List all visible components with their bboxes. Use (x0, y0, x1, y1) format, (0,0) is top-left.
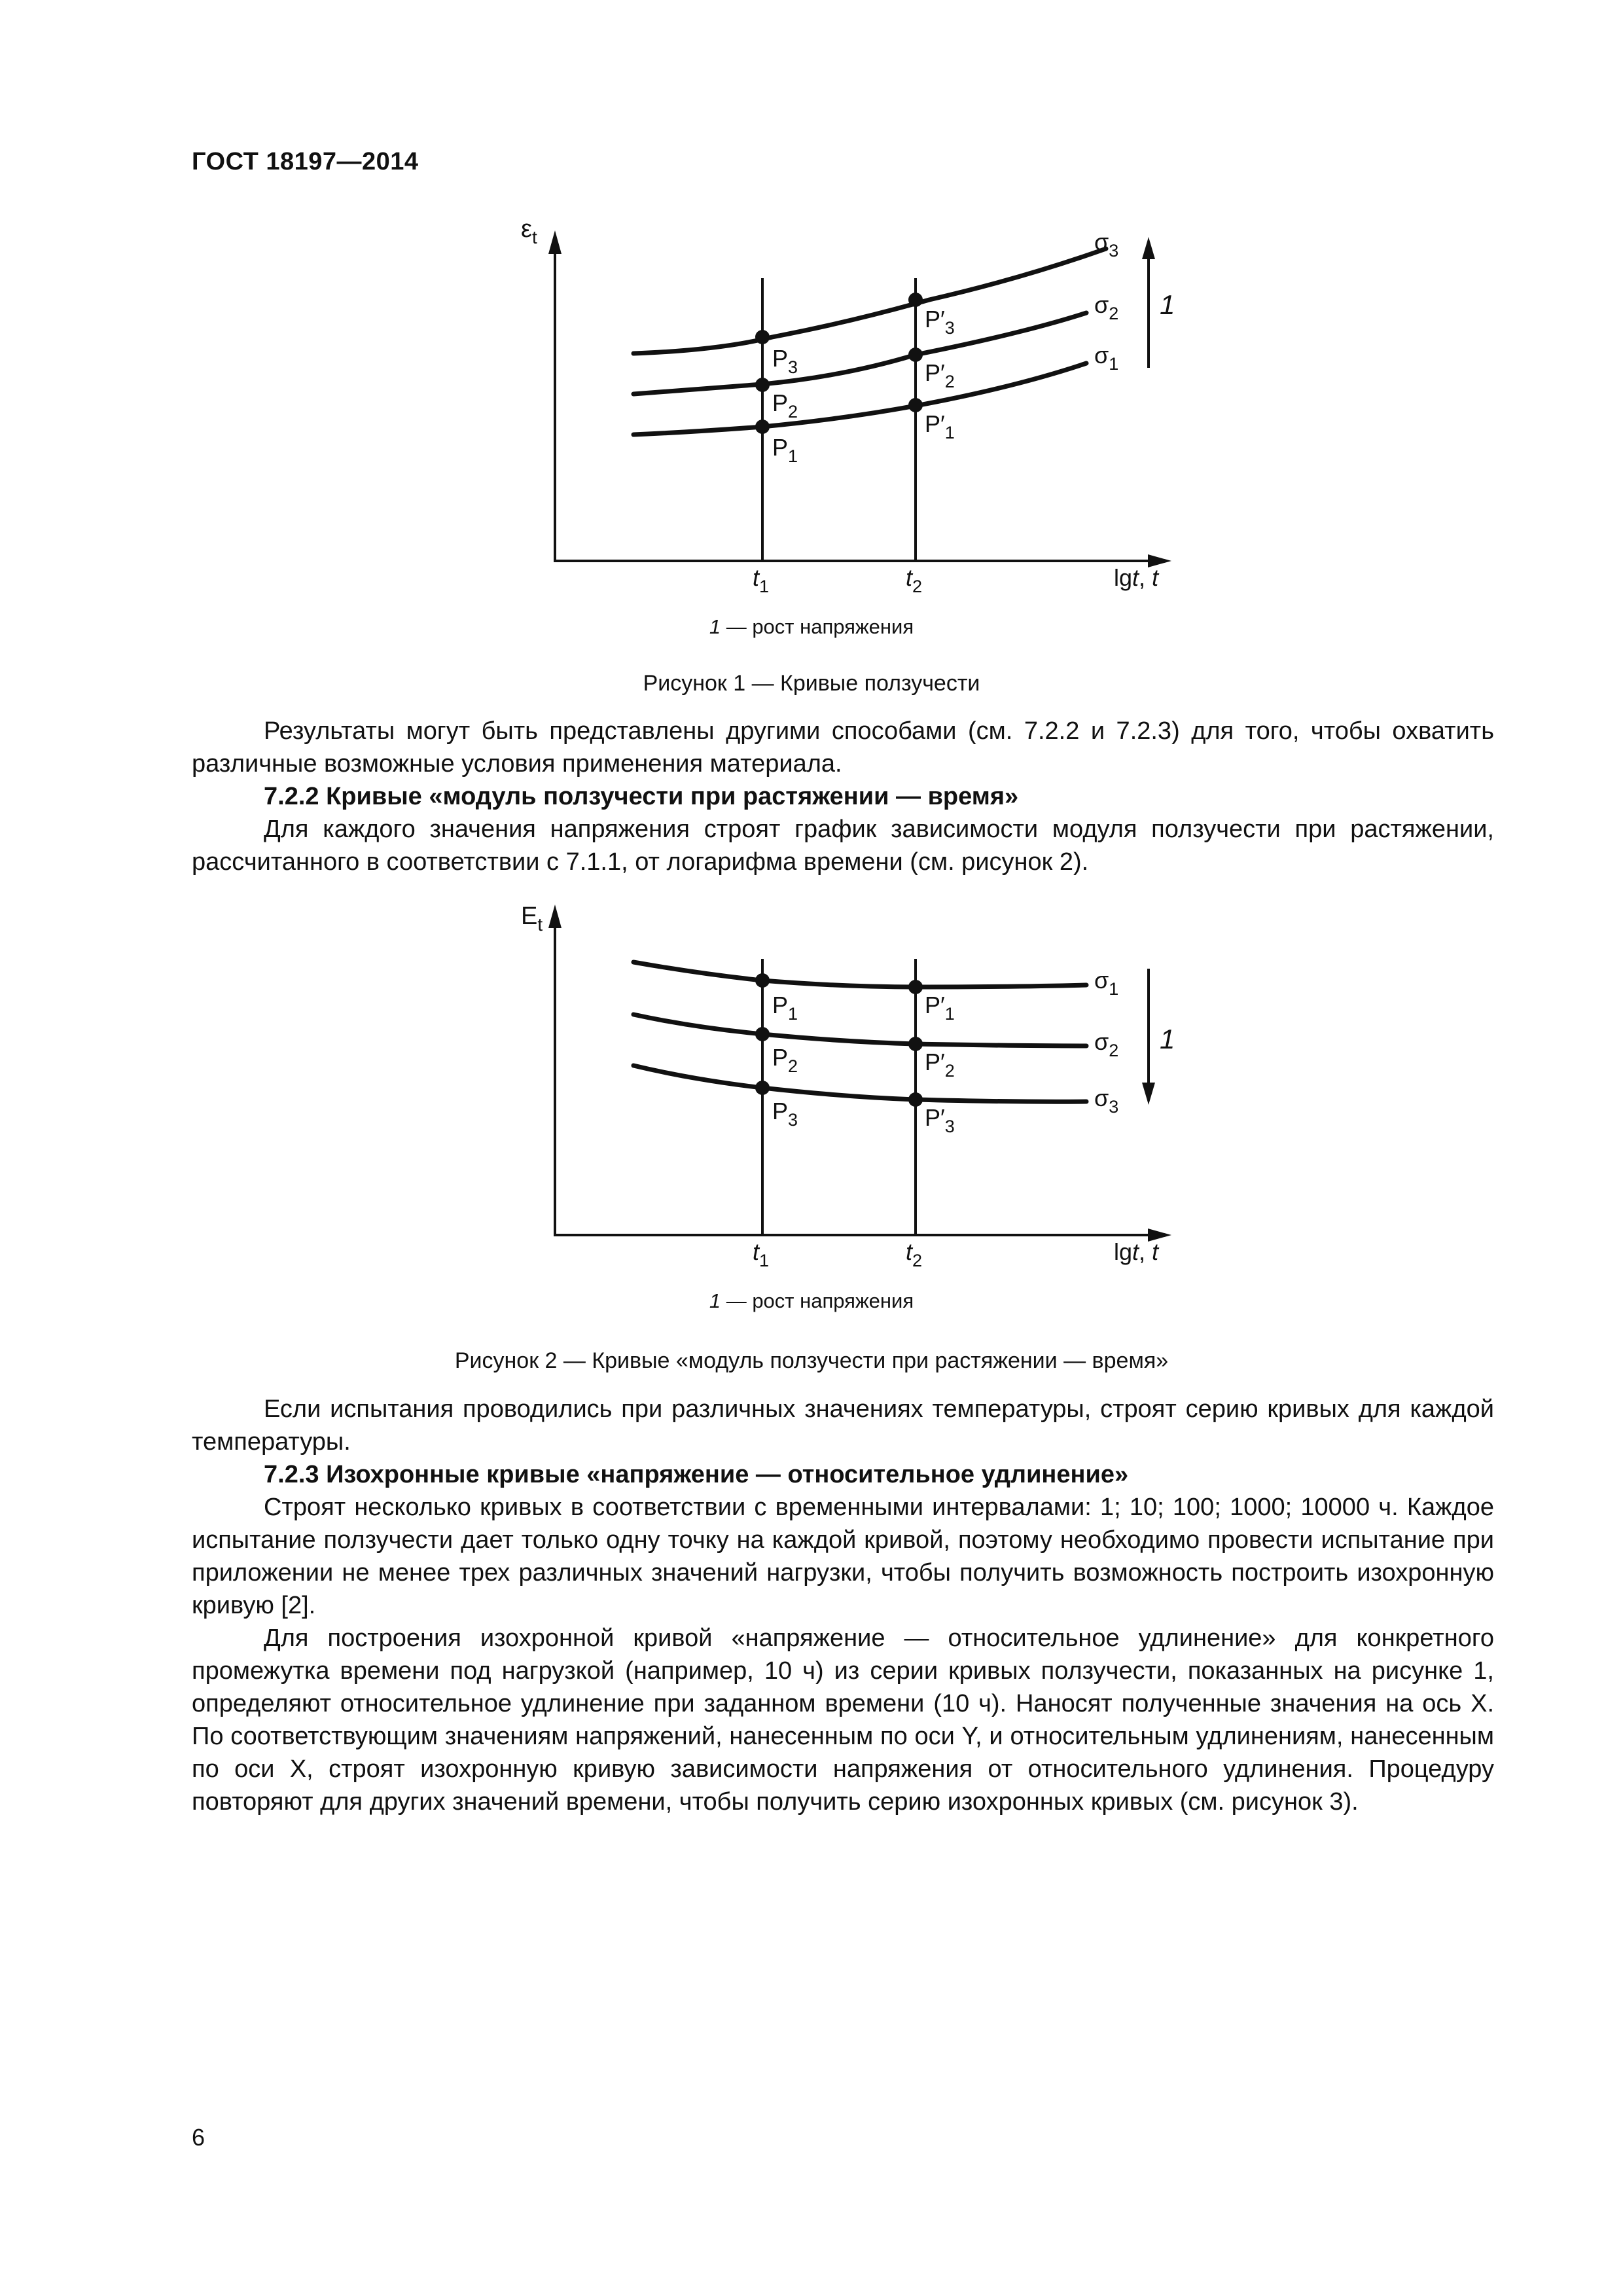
label-sigma2: $\sigma_2$ (1094, 1028, 1119, 1060)
y-axis-arrow (548, 230, 562, 254)
point-p2-prime (908, 348, 923, 362)
figure-1-legend: 1 — рост напряжения (709, 615, 914, 638)
label-sigma1: $\sigma_1$ (1094, 342, 1119, 374)
point-p3 (755, 330, 770, 344)
figure-2-caption: Рисунок 2 — Кривые «модуль ползучести при растяжении — время» (454, 1348, 1169, 1373)
point-p1-prime (908, 980, 923, 994)
paragraph-7-2-2: Для каждого значения напряжения строят график зависимости модуля ползучести при растяжении, рассчитанного в соответствии с 7.1.1, от логарифма времени (см. рисунок 2). (192, 816, 1494, 876)
label-p1-prime: $P'_1$ (925, 992, 955, 1024)
label-p3: $P_3$ (772, 345, 798, 377)
label-p3: $P_3$ (772, 1098, 798, 1130)
curve-sigma1 (633, 363, 1086, 435)
heading-7-2-2: 7.2.2 Кривые «модуль ползучести при растяжении — время» (264, 783, 1019, 810)
y-axis-label: $E_t$ (521, 903, 543, 935)
figure-2-modulus-curves (0, 897, 1623, 1289)
label-p1-prime: $P'_1$ (925, 410, 955, 442)
point-p2-prime (908, 1037, 923, 1051)
stress-arrow-head (1142, 1083, 1155, 1105)
label-p3-prime: $P'_3$ (925, 306, 955, 338)
label-p1: $P_1$ (772, 992, 798, 1024)
tick-t2: $t_2$ (906, 564, 923, 596)
point-p3-prime (908, 293, 923, 307)
point-p2 (755, 378, 770, 392)
stress-arrow-label: 1 (1160, 289, 1175, 320)
point-p3 (755, 1081, 770, 1095)
point-p3-prime (908, 1092, 923, 1107)
label-sigma1: $\sigma_1$ (1094, 967, 1119, 999)
point-p1-prime (908, 398, 923, 412)
page-number: 6 (192, 2124, 205, 2151)
tick-t2: $t_2$ (906, 1238, 923, 1270)
label-p2: $P_2$ (772, 389, 798, 422)
x-axis-label: lgt, t (1114, 564, 1159, 591)
heading-7-2-3: 7.2.3 Изохронные кривые «напряжение — относительное удлинение» (264, 1461, 1129, 1488)
label-p3-prime: $P'_3$ (925, 1104, 955, 1136)
figure-2-legend: 1 — рост напряжения (709, 1289, 914, 1312)
label-p2: $P_2$ (772, 1044, 798, 1076)
paragraph-results: Результаты могут быть представлены другими способами (см. 7.2.2 и 7.2.3) для того, чтобы охватить различные возможные условия применения материала. (192, 717, 1494, 778)
label-sigma2: $\sigma_2$ (1094, 291, 1119, 323)
curve-sigma3 (633, 249, 1106, 353)
paragraph-7-2-3-intervals: Строят несколько кривых в соответствии с временными интервалами: 1; 10; 100; 1000; 10000 ч. Каждое испытание ползучести дает только одну точку на каждой кривой, поэтому необходимо провести испытание при приложении не менее трех различных значений нагрузки, чтобы получить возможность построить изохронную кривую [2]. (192, 1494, 1494, 1619)
label-sigma3: $\sigma_3$ (1094, 228, 1119, 260)
point-p1 (755, 973, 770, 988)
curve-sigma2 (633, 1014, 1086, 1046)
tick-t1: $t_1$ (753, 1238, 770, 1270)
y-axis-arrow (548, 905, 562, 928)
stress-arrow-head (1142, 237, 1155, 259)
document-header: ГОСТ 18197—2014 (192, 148, 419, 175)
paragraph-temperature: Если испытания проводились при различных значениях температуры, строят серию кривых для каждой температуры. (192, 1395, 1494, 1456)
figure-1-creep-curves (0, 216, 1623, 609)
label-p2-prime: $P'_2$ (925, 359, 955, 391)
y-axis-label: $\varepsilon_t$ (521, 215, 537, 247)
figure-1-caption: Рисунок 1 — Кривые ползучести (643, 671, 980, 696)
label-sigma3: $\sigma_3$ (1094, 1085, 1119, 1117)
tick-t1: $t_1$ (753, 564, 770, 596)
label-p2-prime: $P'_2$ (925, 1049, 955, 1081)
paragraph-7-2-3-procedure: Для построения изохронной кривой «напряжение — относительное удлинение» для конкретного промежутка времени под нагрузкой (например, 10 ч) из серии кривых ползучести, показанных на рисунке 1, определяют относительное удлинение при заданном времени (10 ч). Наносят полученные значения на ось X. По соответствующим значениям напряжений, нанесенным по оси Y, и относительным удлинениям, нанесенным по оси X, строят изохронную кривую зависимости напряжения от относительного удлинения. Процедуру повторяют для других значений времени, чтобы получить серию изохронных кривых (см. рисунок 3). (192, 1624, 1494, 1816)
point-p2 (755, 1027, 770, 1041)
curve-sigma1 (633, 962, 1086, 987)
x-axis-label: lgt, t (1114, 1238, 1159, 1265)
label-p1: $P_1$ (772, 434, 798, 466)
curve-sigma3 (633, 1066, 1086, 1102)
stress-arrow-label: 1 (1160, 1024, 1175, 1054)
point-p1 (755, 420, 770, 434)
